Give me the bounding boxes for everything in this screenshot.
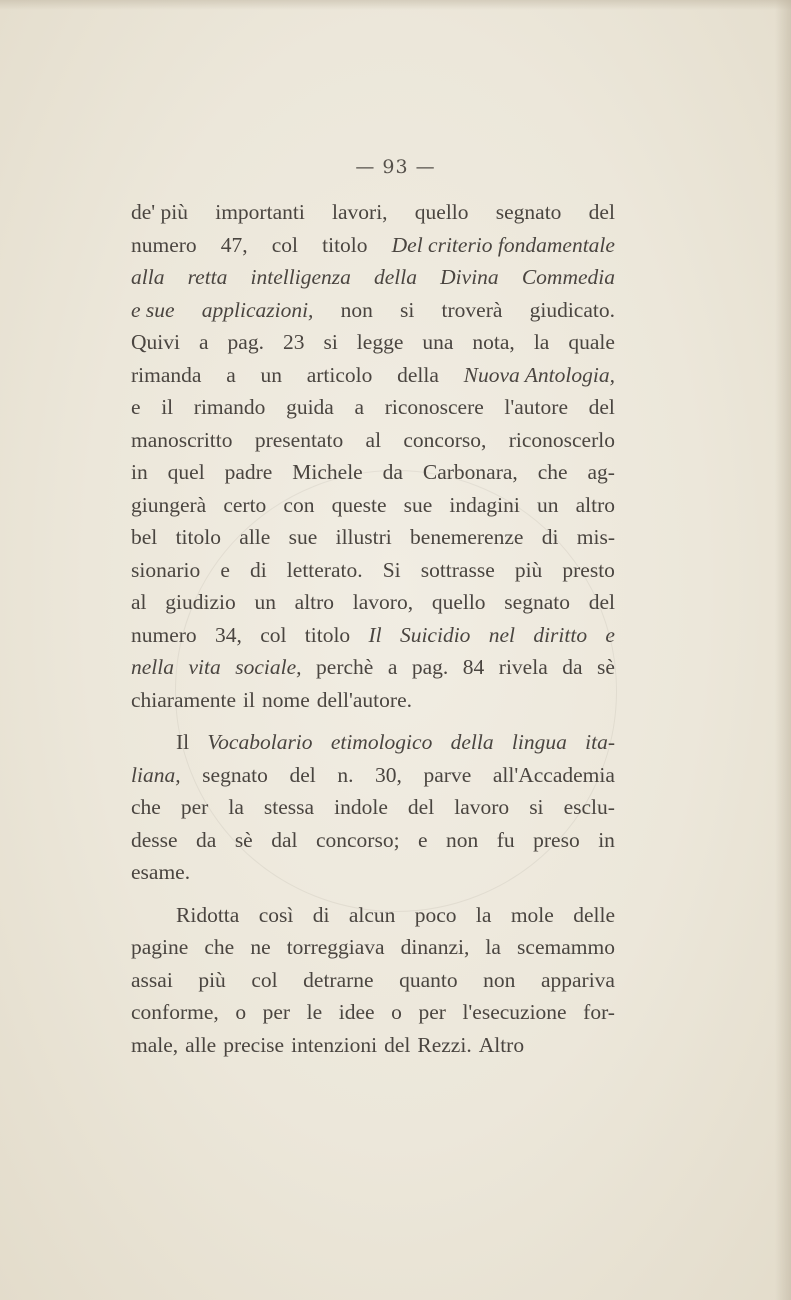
word: Commedia [521,265,615,289]
word: ag- [587,460,615,484]
word: stessa [263,795,315,819]
word: certo [223,492,267,517]
word: lavori, [332,200,388,224]
word: delle [573,902,615,927]
text-line [131,391,615,424]
word: rimando [193,395,266,419]
word: all'Accademia [492,762,615,787]
text-line [131,294,615,327]
word: quello [431,590,486,614]
word: nome [262,687,310,712]
word: Divina [440,265,499,289]
word: perchè [316,655,374,679]
word: dinanzi, [400,935,470,959]
word: concorso; [315,827,400,852]
word: 30, [375,762,402,787]
word: in [131,460,148,484]
word: Carbonara, [422,460,518,484]
word: sottrasse [420,557,495,582]
word: del [588,200,615,224]
word: del [588,395,615,419]
word: col [251,967,278,992]
word: ne [250,935,271,959]
word: importanti [215,200,305,224]
word: 34, [215,622,242,647]
word: mis- [576,525,615,549]
word: con [283,492,315,517]
word: segnato [504,590,570,614]
paragraph [131,899,615,1062]
word: che [537,460,568,484]
word: si [323,330,338,354]
word: indole [334,795,388,819]
body-text [131,196,615,1061]
word: che [204,935,235,959]
word: le [306,1000,323,1024]
word: nel [488,622,516,647]
word: la [485,935,501,959]
word: così [258,902,294,927]
word: e [220,557,230,582]
word: letterato. [286,557,363,582]
word: la [533,330,550,354]
word: precise [223,1032,285,1057]
word: riconoscerlo [508,427,615,452]
word: sionario [131,557,201,582]
word: che [131,795,161,819]
word: della [397,362,439,387]
word: sue [403,492,433,517]
word: esame. [131,860,191,884]
word: presto [562,557,615,582]
word: pag. [411,655,449,679]
word: intelligenza [250,265,351,289]
word: Vocabolario [207,730,313,754]
word: l'autore [504,395,568,419]
word: pag. [227,330,264,354]
word: e sue [131,297,175,322]
word: mole [510,902,554,927]
word: o [235,1000,247,1024]
word: intenzioni [291,1032,378,1057]
word: la [228,795,244,819]
word: alla [131,265,165,289]
word: quel [167,460,205,484]
word: la [475,902,492,927]
word: giungerà [131,492,207,517]
word: male, [131,1032,179,1057]
word: a [198,330,209,354]
word: e [605,622,615,647]
page-number: — 93 — [355,156,436,178]
word: concorso, [403,427,487,452]
word: non [446,827,479,852]
word: guida [286,395,334,419]
text-line [131,759,615,792]
word: pagine [131,935,189,959]
text-line [131,899,615,932]
word: di [541,525,559,549]
word: dal [271,827,298,852]
word: ita- [585,730,615,754]
word: alle [185,1032,217,1057]
word: più [514,557,543,582]
text-line [131,229,615,262]
word: parve [423,762,472,787]
word: non [483,967,516,992]
word: per [262,1000,291,1024]
text-line [131,424,615,457]
word: Ridotta [176,902,240,927]
word: riconoscere [384,395,484,419]
text-line [131,326,615,359]
word: Michele [292,460,363,484]
text-line [131,856,615,889]
word: numero [131,622,197,647]
word: col [260,622,287,647]
text-line [131,359,615,392]
word: n. [337,762,354,787]
word: titolo [304,622,351,647]
word: sue [288,525,318,549]
word: presentato [254,427,344,452]
word: del [407,795,435,819]
word: padre [224,460,273,484]
word: della [374,265,418,289]
word: lavoro, [352,590,414,614]
word: 23 [282,330,305,354]
word: Altro [478,1032,525,1057]
text-line [131,964,615,997]
word: più [198,967,226,992]
word: Nuova Antologia, [463,362,615,387]
text-line [131,996,615,1029]
word: 47, [220,232,248,257]
paragraph [131,196,615,716]
word: Si [382,557,401,582]
word: e [131,395,141,419]
word: assai [131,967,173,992]
word: quello [414,200,469,224]
word: da [196,827,217,852]
word: della [450,730,494,754]
word: Rezzi. [417,1032,472,1057]
word: una [422,330,454,354]
word: indagini [449,492,520,517]
text-line [131,1029,615,1062]
word: al [131,590,147,614]
word: segnato [202,762,268,787]
word: alcun [348,902,396,927]
page-top-shadow [0,0,791,10]
word: poco [414,902,457,927]
word: in [598,827,615,852]
word: benemerenze [410,525,524,549]
word: si [400,297,415,322]
word: giudicato. [529,297,615,322]
word: del [289,762,316,787]
text-line [131,196,615,229]
word: Suicidio [399,622,471,647]
word: etimologico [330,730,433,754]
text-line [131,586,615,619]
text-line [131,489,615,522]
word: giudizio [165,590,236,614]
text-line [131,651,615,684]
word: sè [597,655,615,679]
word: vita [188,655,221,679]
text-line [131,726,615,759]
paragraph-gap [131,889,615,899]
word: legge [356,330,404,354]
word: il [243,687,255,712]
text-line [131,261,615,294]
text-line [131,791,615,824]
paragraph [131,726,615,889]
word: il [161,395,174,419]
word: da [382,460,403,484]
word: rivela [498,655,548,679]
word: manoscritto [131,427,233,452]
text-line [131,619,615,652]
word: quanto [399,967,458,992]
word: numero [131,232,197,257]
word: esclu- [563,795,615,819]
text-line [131,521,615,554]
word: desse [131,827,178,852]
word: col [271,232,299,257]
word: titolo [322,232,368,257]
text-line [131,456,615,489]
word: applicazioni, [201,297,314,322]
word: 84 [462,655,485,679]
text-line [131,554,615,587]
word: l'esecuzione [462,1000,567,1024]
word: titolo [175,525,221,549]
word: fu [496,827,515,852]
word: al [365,427,382,452]
word: a [226,362,236,387]
word: troverà [441,297,503,322]
word: altro [575,492,615,517]
word: articolo [306,362,373,387]
word: bel [131,525,158,549]
word: per [418,1000,446,1024]
word: lingua [511,730,567,754]
word: del [588,590,615,614]
word: Il [176,730,190,754]
word: de' più [131,200,189,224]
word: idee [338,1000,375,1024]
word: dell'autore. [316,687,412,712]
word: appariva [540,967,615,992]
word: del [384,1032,411,1057]
word: un [260,362,282,387]
word: non [340,297,373,322]
word: conforme, [131,1000,219,1024]
word: nota, [472,330,515,354]
paragraph-gap [131,716,615,726]
word: a [387,655,398,679]
word: quale [568,330,615,354]
word: lavoro [454,795,510,819]
word: un [536,492,559,517]
word: sè [234,827,253,852]
word: da [562,655,583,679]
word: a [354,395,365,419]
word: nella [131,655,174,679]
text-line [131,684,615,717]
word: chiaramente [131,687,237,712]
word: scemammo [517,935,615,959]
text-line [131,931,615,964]
word: altro [294,590,335,614]
word: retta [187,265,228,289]
word: per [180,795,209,819]
word: queste [331,492,387,517]
word: liana, [131,762,181,787]
word: Del criterio fondamentale [391,232,615,257]
word: illustri [335,525,392,549]
word: torreggiava [286,935,385,959]
text-line [131,824,615,857]
word: Quivi [131,330,180,354]
word: preso [533,827,580,852]
word: rimanda [131,362,202,387]
word: si [529,795,544,819]
word: sociale, [235,655,302,679]
word: un [254,590,276,614]
word: e [418,827,428,852]
word: segnato [495,200,562,224]
word: diritto [533,622,588,647]
word: Il [368,622,382,647]
word: for- [583,1000,615,1024]
word: di [312,902,330,927]
page-edge-shadow [775,0,791,1300]
word: o [391,1000,402,1024]
word: di [249,557,267,582]
word: detrarne [303,967,374,992]
word: alle [239,525,271,549]
